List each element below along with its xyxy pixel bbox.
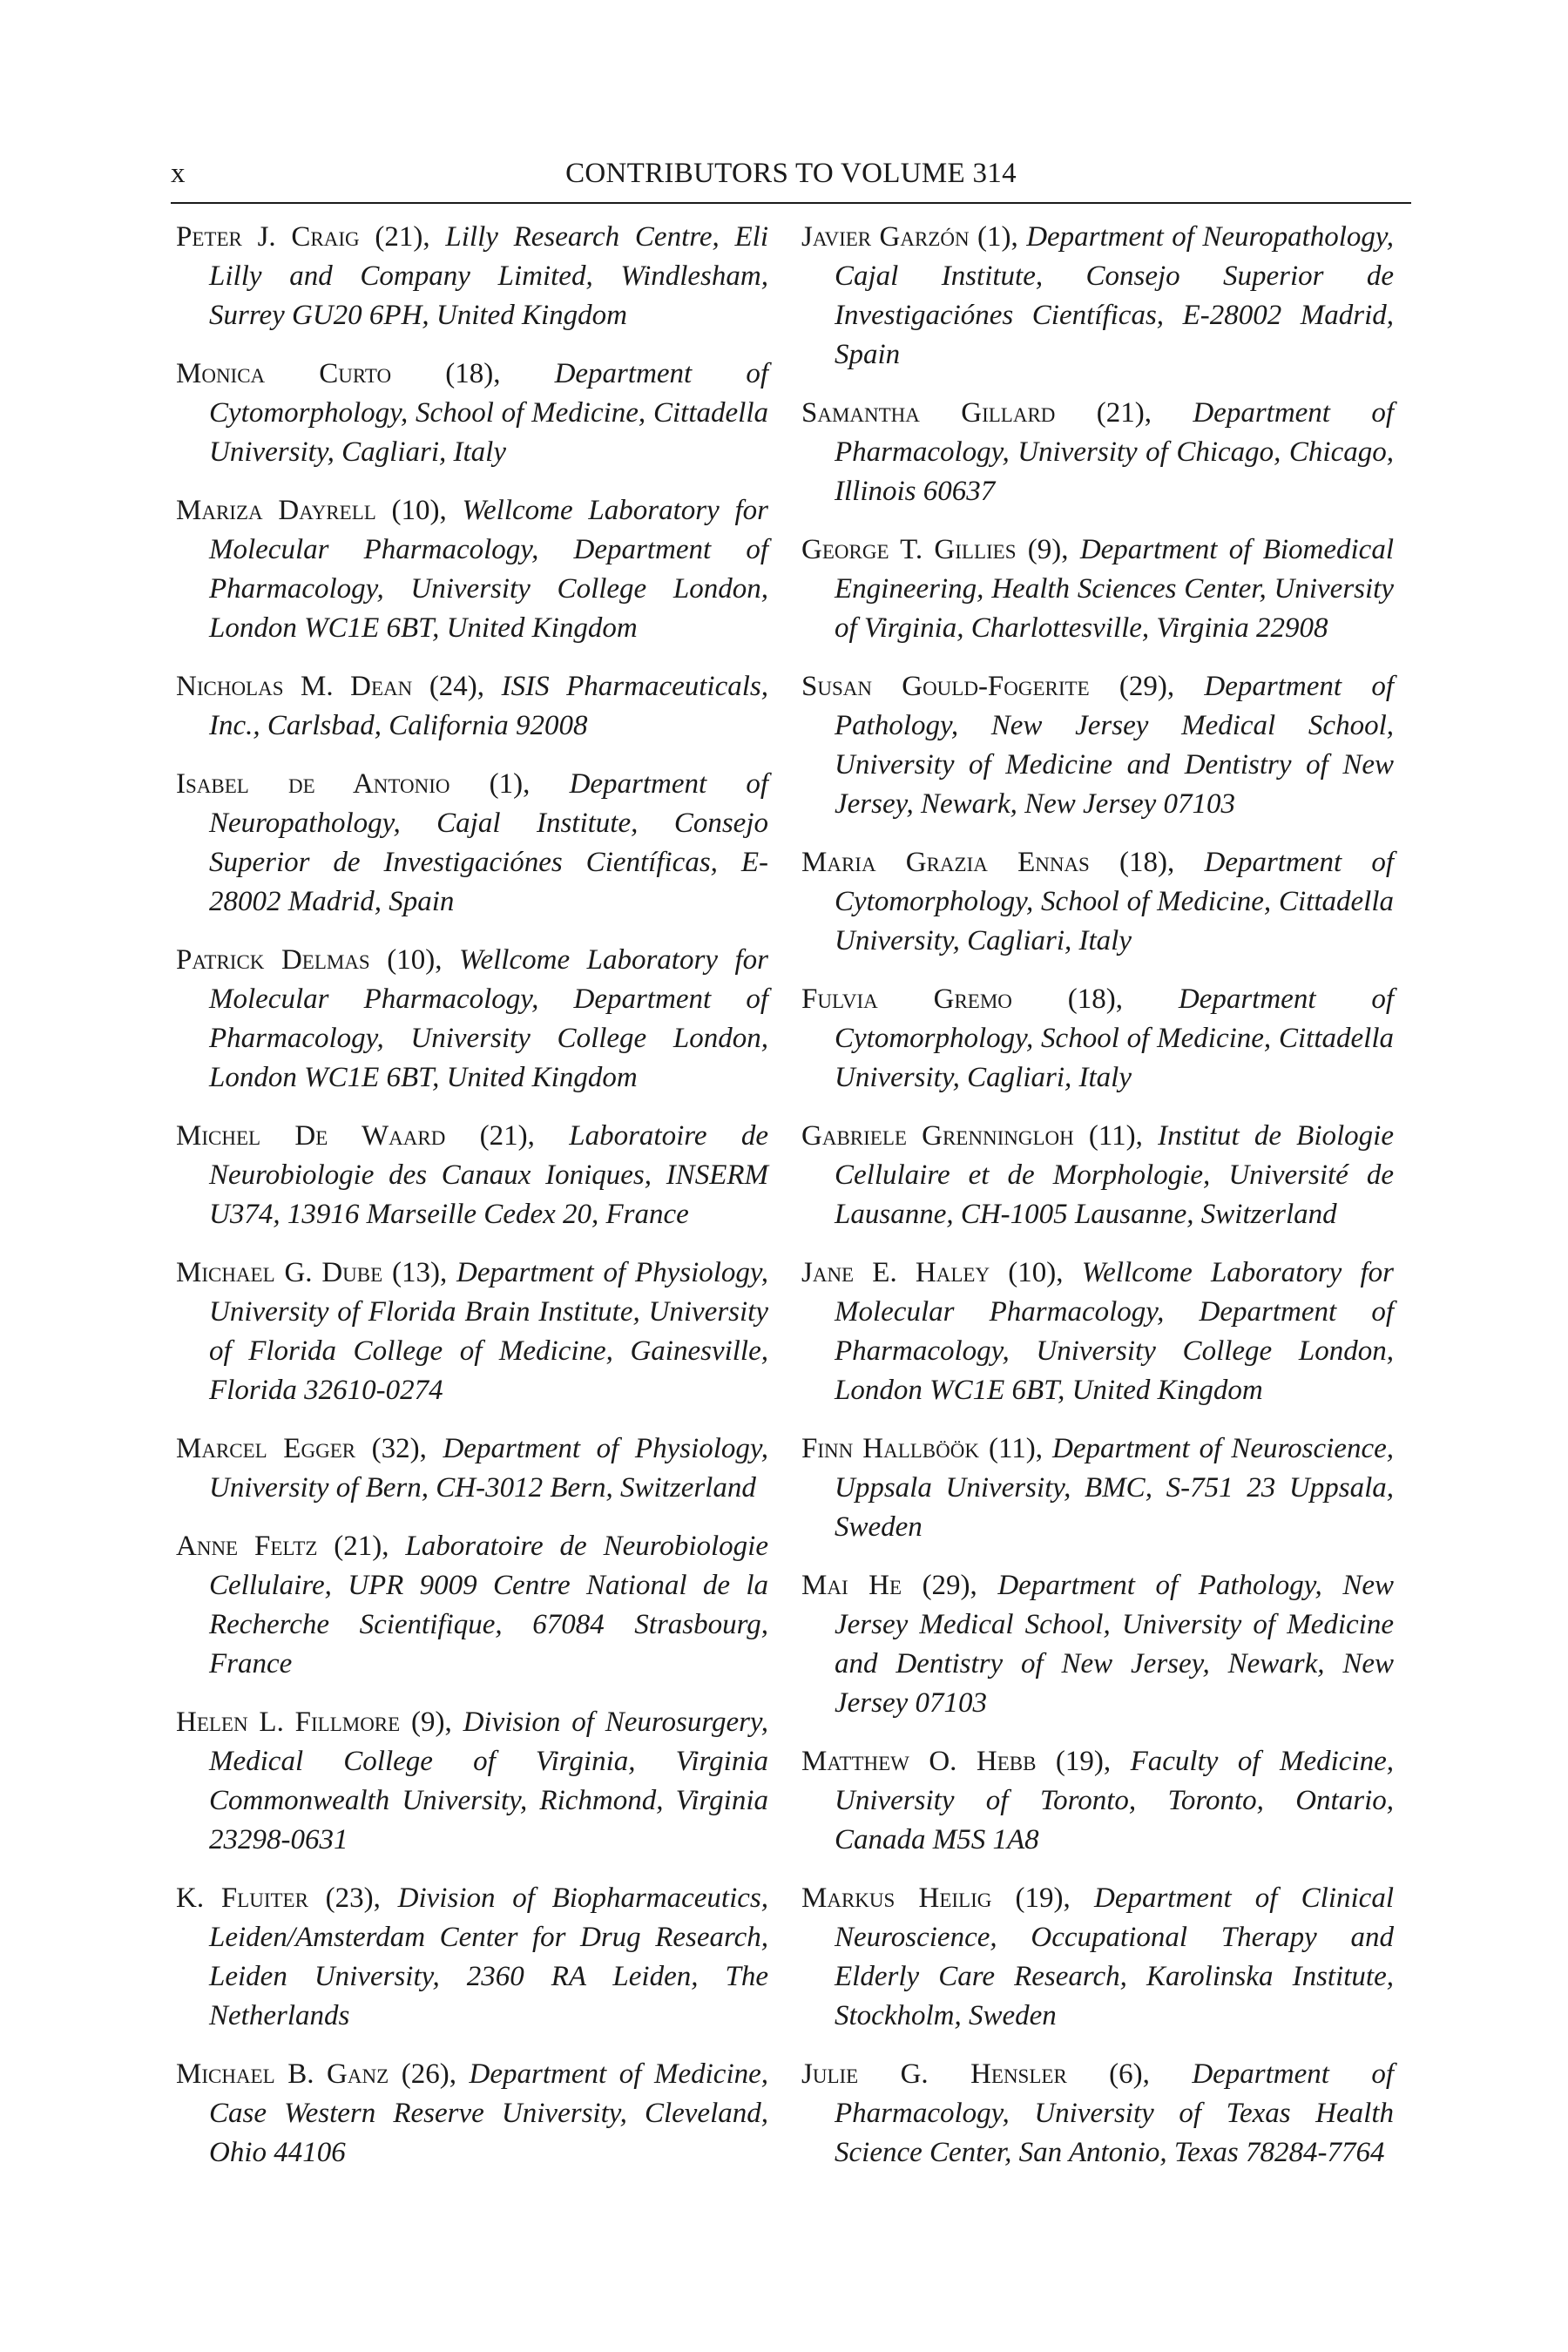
- contributor-name: Maria Grazia Ennas: [801, 847, 1090, 878]
- contributor-name: Helen L. Fillmore: [176, 1707, 401, 1738]
- contributor-affiliation: Laboratoire de Neurobiologie Cellulaire, UPR 9009 Centre National de la Recherche Scientifique, 67084 Strasbourg, France: [209, 1531, 768, 1680]
- chapter-number: (21),: [445, 1120, 570, 1152]
- chapter-number: (10),: [375, 495, 463, 526]
- contributor-entry: [801, 1117, 1394, 1234]
- chapter-number: (26),: [389, 2058, 470, 2090]
- contributor-affiliation: Institut de Biologie Cellulaire et de Morphologie, Université de Lausanne, CH-1005 Lausanne, Switzerland: [835, 1120, 1394, 1230]
- contributor-name: Peter J. Craig: [176, 221, 360, 253]
- chapter-number: (19),: [1036, 1746, 1131, 1777]
- contributor-name: Fulvia Gremo: [801, 983, 1012, 1015]
- chapter-number: (18),: [391, 358, 555, 389]
- chapter-number: (18),: [1089, 847, 1205, 878]
- contributor-entry: [176, 355, 768, 472]
- contributor-name: Marcel Egger: [176, 1433, 356, 1464]
- contributor-name: Javier Garzón: [801, 221, 970, 253]
- contributor-affiliation: Department of Physiology, University of Bern, CH-3012 Bern, Switzerland: [209, 1433, 768, 1504]
- contributor-name: Michel De Waard: [176, 1120, 446, 1152]
- contributor-entry: [176, 1429, 768, 1508]
- contributor-name: Mai He: [801, 1570, 902, 1601]
- page-number: x: [171, 158, 186, 189]
- chapter-number: (9),: [400, 1707, 463, 1738]
- contributor-affiliation: Department of Physiology, University of Florida Brain Institute, University of Florida College of Medicine, Gainesville, Florida 32610-0274: [209, 1257, 769, 1406]
- contributor-name: Mariza Dayrell: [176, 495, 376, 526]
- contributor-entry: [176, 1117, 768, 1234]
- contributor-affiliation: Wellcome Laboratory for Molecular Pharmacology, Department of Pharmacology, University College London, London WC1E 6BT, United Kingdom: [209, 495, 768, 644]
- chapter-number: (32),: [355, 1433, 443, 1464]
- contributors-column-right: [801, 218, 1394, 2192]
- contributor-affiliation: Department of Pharmacology, University of Texas Health Science Center, San Antonio, Texas 78284-7764: [835, 2058, 1395, 2168]
- chapter-number: (10),: [369, 944, 460, 976]
- contributor-entry: [801, 1566, 1394, 1723]
- chapter-number: (29),: [902, 1570, 998, 1601]
- contributor-entry: [801, 843, 1394, 961]
- contributor-affiliation: Division of Biopharmaceutics, Leiden/Amsterdam Center for Drug Research, Leiden University, 2360 RA Leiden, The Netherlands: [209, 1882, 768, 2031]
- contributor-entry: [801, 531, 1394, 648]
- contributor-affiliation: Department of Neuropathology, Cajal Institute, Consejo Superior de Investigaciónes Científicas, E-28002 Madrid, Spain: [209, 768, 769, 917]
- header-rule: [171, 202, 1411, 204]
- contributor-entry: [176, 667, 768, 746]
- contributor-entry: [176, 1254, 768, 1410]
- chapter-number: (21),: [359, 221, 446, 253]
- chapter-number: (6),: [1066, 2058, 1193, 2090]
- page-header: [171, 152, 1411, 195]
- contributor-entry: [176, 491, 768, 648]
- contributor-entry: [801, 1879, 1394, 2036]
- chapter-number: (9),: [1016, 534, 1080, 565]
- contributor-entry: [176, 1527, 768, 1684]
- running-title: CONTRIBUTORS TO VOLUME 314: [565, 158, 1017, 189]
- chapter-number: (19),: [991, 1882, 1094, 1914]
- chapter-number: (18),: [1011, 983, 1179, 1015]
- contributor-name: Nicholas M. Dean: [176, 671, 413, 702]
- contributor-entry: [176, 1703, 768, 1860]
- contributor-name: Finn Hallböök: [801, 1433, 979, 1464]
- contributor-entry: [801, 980, 1394, 1098]
- contributor-name: K. Fluiter: [176, 1882, 308, 1914]
- contributor-name: Susan Gould-Fogerite: [801, 671, 1090, 702]
- contributor-entry: [176, 765, 768, 922]
- contributor-entry: [801, 667, 1394, 824]
- contributor-name: George T. Gillies: [801, 534, 1017, 565]
- contributor-entry: [801, 218, 1394, 375]
- contributors-column-left: [176, 218, 768, 2192]
- contributor-affiliation: Department of Pathology, New Jersey Medical School, University of Medicine and Dentistry of New Jersey, Newark, New Jersey 07103: [835, 671, 1394, 820]
- chapter-number: (23),: [308, 1882, 398, 1914]
- contributor-affiliation: ISIS Pharmaceuticals, Inc., Carlsbad, California 92008: [209, 671, 768, 741]
- contributor-affiliation: Wellcome Laboratory for Molecular Pharmacology, Department of Pharmacology, University College London, London WC1E 6BT, United Kingdom: [835, 1257, 1395, 1406]
- contributor-name: Patrick Delmas: [176, 944, 370, 976]
- contributor-entry: [801, 394, 1394, 511]
- chapter-number: (21),: [317, 1531, 406, 1562]
- contributor-affiliation: Department of Cytomorphology, School of Medicine, Cittadella University, Cagliari, Italy: [209, 358, 768, 468]
- contributor-affiliation: Laboratoire de Neurobiologie des Canaux Ioniques, INSERM U374, 13916 Marseille Cedex 20, France: [209, 1120, 769, 1230]
- contributor-name: Julie G. Hensler: [801, 2058, 1067, 2090]
- chapter-number: (13),: [382, 1257, 457, 1288]
- contributor-entry: [176, 1879, 768, 2036]
- contributor-name: Michael G. Dube: [176, 1257, 383, 1288]
- contributor-entry: [801, 1429, 1394, 1547]
- chapter-number: (21),: [1055, 397, 1193, 429]
- contributor-affiliation: Lilly Research Centre, Eli Lilly and Company Limited, Windlesham, Surrey GU20 6PH, United Kingdom: [209, 221, 768, 331]
- contributor-entry: [176, 2055, 768, 2173]
- contributor-affiliation: Department of Clinical Neuroscience, Occupational Therapy and Elderly Care Research, Karolinska Institute, Stockholm, Sweden: [835, 1882, 1395, 2031]
- contributor-entry: [801, 2055, 1394, 2173]
- contributor-affiliation: Department of Neuroscience, Uppsala University, BMC, S-751 23 Uppsala, Sweden: [835, 1433, 1394, 1543]
- contributor-entry: [176, 941, 768, 1098]
- contributor-name: Jane E. Haley: [801, 1257, 990, 1288]
- chapter-number: (11),: [978, 1433, 1053, 1464]
- contributor-entry: [801, 1254, 1394, 1410]
- contributor-affiliation: Department of Biomedical Engineering, Health Sciences Center, University of Virginia, Charlottesville, Virginia 22908: [835, 534, 1394, 644]
- contributor-name: Matthew O. Hebb: [801, 1746, 1037, 1777]
- contributor-name: Michael B. Ganz: [176, 2058, 389, 2090]
- chapter-number: (1),: [449, 768, 570, 800]
- contributor-name: Monica Curto: [176, 358, 392, 389]
- chapter-number: (29),: [1089, 671, 1205, 702]
- contributor-affiliation: Department of Medicine, Case Western Reserve University, Cleveland, Ohio 44106: [209, 2058, 769, 2168]
- contributor-affiliation: Wellcome Laboratory for Molecular Pharmacology, Department of Pharmacology, University College London, London WC1E 6BT, United Kingdom: [209, 944, 768, 1093]
- contributor-name: Anne Feltz: [176, 1531, 318, 1562]
- contributor-affiliation: Department of Pharmacology, University of Chicago, Chicago, Illinois 60637: [835, 397, 1394, 507]
- contributor-affiliation: Department of Neuropathology, Cajal Institute, Consejo Superior de Investigaciónes Científicas, E-28002 Madrid, Spain: [835, 221, 1395, 370]
- contributor-affiliation: Department of Cytomorphology, School of Medicine, Cittadella University, Cagliari, Italy: [835, 983, 1395, 1093]
- chapter-number: (11),: [1073, 1120, 1159, 1152]
- chapter-number: (10),: [990, 1257, 1082, 1288]
- contributor-name: Markus Heilig: [801, 1882, 992, 1914]
- contributor-affiliation: Faculty of Medicine, University of Toronto, Toronto, Ontario, Canada M5S 1A8: [835, 1746, 1394, 1855]
- contributor-entry: [801, 1742, 1394, 1860]
- contributor-name: Gabriele Grenningloh: [801, 1120, 1074, 1152]
- contributor-name: Samantha Gillard: [801, 397, 1056, 429]
- contributor-affiliation: Division of Neurosurgery, Medical College of Virginia, Virginia Commonwealth University, Richmond, Virginia 23298-0631: [209, 1707, 769, 1855]
- contributor-entry: [176, 218, 768, 335]
- chapter-number: (1),: [969, 221, 1027, 253]
- contributor-affiliation: Department of Pathology, New Jersey Medical School, University of Medicine and Dentistry of New Jersey, Newark, New Jersey 07103: [835, 1570, 1394, 1719]
- contributor-name: Isabel de Antonio: [176, 768, 450, 800]
- chapter-number: (24),: [412, 671, 502, 702]
- contributor-affiliation: Department of Cytomorphology, School of Medicine, Cittadella University, Cagliari, Italy: [835, 847, 1394, 956]
